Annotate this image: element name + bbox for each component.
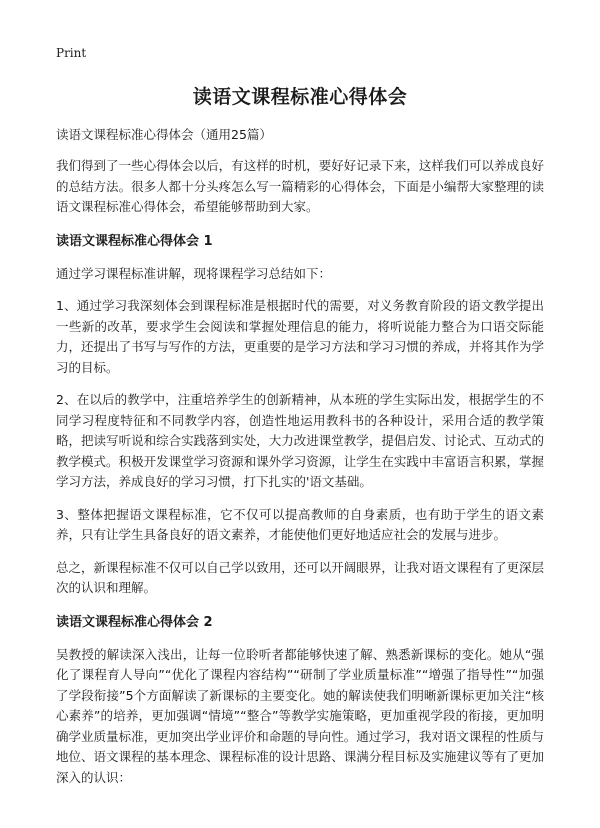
- document-subtitle: 读语文课程标准心得体会（通用25篇）: [56, 127, 272, 142]
- print-link[interactable]: Print: [56, 46, 87, 60]
- page-title: 读语文课程标准心得体会: [192, 86, 408, 108]
- section-2: [56, 613, 544, 789]
- section-paragraph: 3、整体把握语文课程标准，它不仅可以提高教师的自身素质，也有助于学生的语文素养，只有让学生具备良好的语文素养，才能使他们更好地适应社会的发展与进步。: [56, 506, 544, 542]
- section-paragraph: 总之，新课程标准不仅可以自己学以致用，还可以开阔眼界，让我对语文课程有了更深层次的认识和理解。: [56, 559, 544, 595]
- section-paragraph: 1、通过学习我深刻体会到课程标准是根据时代的需要，对义务教育阶段的语文教学提出一些新的改革，要求学生会阅读和掌握处理信息的能力，将听说能力整合为口语交际能力，还提出了书写与写作的方法，更重要的是学习方法和学习习惯的养成，并将其作为学习的目标。: [56, 298, 544, 375]
- intro-paragraph: 我们得到了一些心得体会以后，有这样的时机，要好好记录下来，这样我们可以养成良好的总结方法。很多人都十分头疼怎么写一篇精彩的心得体会，下面是小编帮大家整理的读语文课程标准心得体会，希望能够帮助到大家。: [56, 158, 544, 214]
- section-paragraph: 吴教授的解读深入浅出，让每一位聆听者都能够快速了解、熟悉新课标的变化。她从“强化了课程育人导向”“优化了课程内容结构”“研制了学业质量标准”“增强了指导性”“加强了学段衔接”5个方面解读了新课标的主要变化。她的解读使我们明晰新课标更加关注“核心素养”的培养，更加强调“情境”“整合”等教学实施策略，更加重视学段的衔接，更加明确学业质量标准，更加突出学业评价和命题的导向性。通过学习，我对语文课程的性质与地位、语文课程的基本理念、课程标准的设计思路、课满分程目标及实施建议等有了更加深入的认识：: [56, 646, 544, 785]
- section-paragraph: 通过学习课程标准讲解，现将课程学习总结如下：: [56, 265, 332, 281]
- section-heading: 读语文课程标准心得体会 2: [56, 614, 213, 630]
- section-paragraph: 2、在以后的教学中，注重培养学生的创新精神，从本班的学生实际出发，根据学生的不同学习程度特征和不同教学内容，创造性地运用教科书的各种设计，采用合适的教学策略，把读写听说和综合实践落到实处，大力改进课堂教学，提倡启发、讨论式、互动式的教学模式。积极开发课堂学习资源和课外学习资源，让学生在实践中丰富语言积累，掌握学习方法，养成良好的学习习惯，打下扎实的'语文基础。: [56, 392, 544, 489]
- section-heading: 读语文课程标准心得体会 1: [56, 233, 213, 249]
- section-1: [56, 232, 544, 599]
